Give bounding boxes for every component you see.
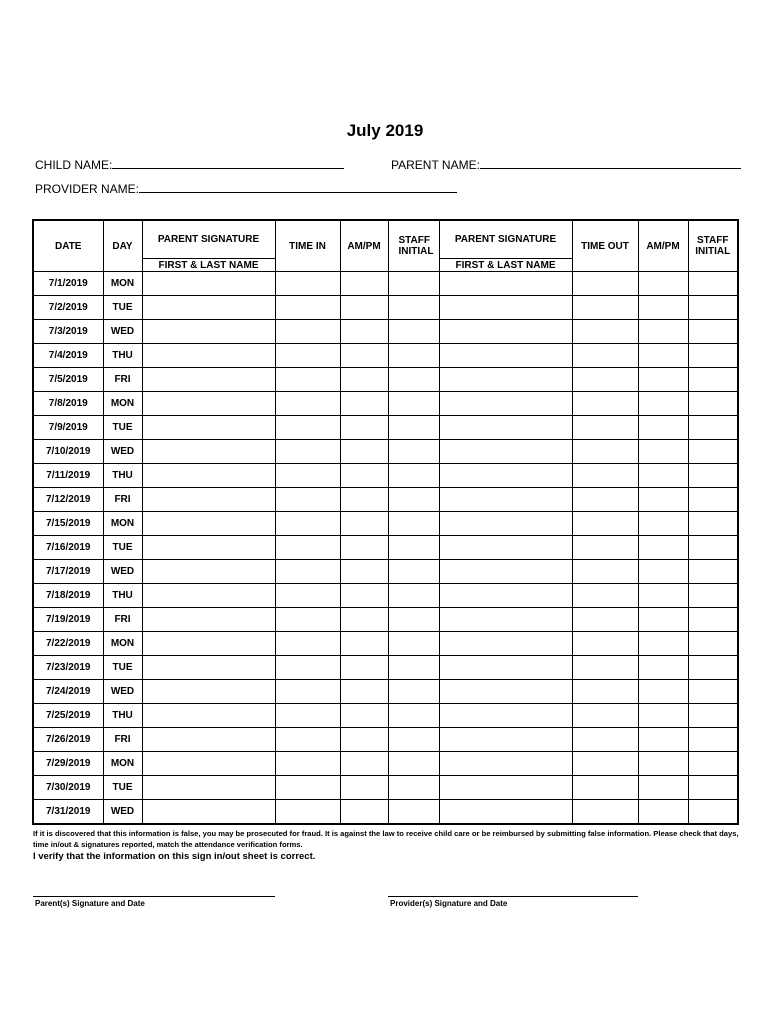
child-name-line[interactable] bbox=[112, 157, 344, 169]
ampm-in-cell[interactable] bbox=[340, 440, 388, 464]
provider-signature-label: Provider(s) Signature and Date bbox=[390, 899, 508, 908]
staff-initial-in-cell[interactable] bbox=[388, 584, 439, 608]
time-in-cell[interactable] bbox=[275, 488, 340, 512]
header-first-last-out: FIRST & LAST NAME bbox=[439, 259, 572, 272]
parent-signature-out-cell[interactable] bbox=[439, 800, 572, 825]
ampm-in-cell[interactable] bbox=[340, 728, 388, 752]
time-in-cell[interactable] bbox=[275, 512, 340, 536]
row-date: 7/30/2019 bbox=[33, 776, 103, 800]
parent-name-line[interactable] bbox=[480, 157, 741, 169]
staff-initial-in-cell[interactable] bbox=[388, 440, 439, 464]
staff-initial-in-cell[interactable] bbox=[388, 488, 439, 512]
parent-signature-in-cell[interactable] bbox=[142, 296, 275, 320]
row-date: 7/17/2019 bbox=[33, 560, 103, 584]
ampm-in-cell[interactable] bbox=[340, 368, 388, 392]
time-in-cell[interactable] bbox=[275, 392, 340, 416]
attendance-table bbox=[32, 219, 739, 825]
table-row bbox=[33, 296, 738, 320]
header-time-in: TIME IN bbox=[275, 220, 340, 272]
staff-initial-in-cell[interactable] bbox=[388, 776, 439, 800]
parent-signature-out-cell[interactable] bbox=[439, 488, 572, 512]
table-row bbox=[33, 344, 738, 368]
row-date: 7/2/2019 bbox=[33, 296, 103, 320]
parent-signature-label: Parent(s) Signature and Date bbox=[35, 899, 145, 908]
staff-initial-out-cell[interactable] bbox=[688, 608, 738, 632]
table-row bbox=[33, 776, 738, 800]
parent-signature-out-cell[interactable] bbox=[439, 416, 572, 440]
page-title: July 2019 bbox=[346, 121, 424, 140]
ampm-out-cell[interactable] bbox=[638, 488, 688, 512]
ampm-in-cell[interactable] bbox=[340, 608, 388, 632]
parent-signature-in-cell[interactable] bbox=[142, 632, 275, 656]
staff-initial-out-cell[interactable] bbox=[688, 272, 738, 296]
row-date: 7/5/2019 bbox=[33, 368, 103, 392]
ampm-out-cell[interactable] bbox=[638, 704, 688, 728]
row-date: 7/1/2019 bbox=[33, 272, 103, 296]
row-day: TUE bbox=[103, 536, 142, 560]
staff-initial-in-cell[interactable] bbox=[388, 296, 439, 320]
time-in-cell[interactable] bbox=[275, 656, 340, 680]
header-date: DATE bbox=[33, 220, 103, 272]
ampm-in-cell[interactable] bbox=[340, 536, 388, 560]
parent-signature-in-cell[interactable] bbox=[142, 440, 275, 464]
row-day: TUE bbox=[103, 416, 142, 440]
time-in-cell[interactable] bbox=[275, 368, 340, 392]
table-row bbox=[33, 488, 738, 512]
staff-initial-out-cell[interactable] bbox=[688, 752, 738, 776]
parent-signature-out-cell[interactable] bbox=[439, 512, 572, 536]
time-in-cell[interactable] bbox=[275, 728, 340, 752]
ampm-in-cell[interactable] bbox=[340, 392, 388, 416]
time-out-cell[interactable] bbox=[572, 512, 638, 536]
parent-signature-in-cell[interactable] bbox=[142, 488, 275, 512]
ampm-in-cell[interactable] bbox=[340, 800, 388, 825]
parent-signature-in-cell[interactable] bbox=[142, 392, 275, 416]
row-day: FRI bbox=[103, 728, 142, 752]
row-date: 7/9/2019 bbox=[33, 416, 103, 440]
parent-signature-out-cell[interactable] bbox=[439, 464, 572, 488]
parent-name-field[interactable] bbox=[391, 157, 741, 172]
parent-signature-out-cell[interactable] bbox=[439, 560, 572, 584]
staff-initial-in-cell[interactable] bbox=[388, 656, 439, 680]
time-out-cell[interactable] bbox=[572, 440, 638, 464]
time-in-cell[interactable] bbox=[275, 344, 340, 368]
provider-name-label: PROVIDER NAME: bbox=[35, 182, 140, 196]
staff-initial-in-cell[interactable] bbox=[388, 728, 439, 752]
staff-initial-out-cell[interactable] bbox=[688, 656, 738, 680]
staff-initial-in-cell[interactable] bbox=[388, 512, 439, 536]
row-day: WED bbox=[103, 680, 142, 704]
ampm-in-cell[interactable] bbox=[340, 320, 388, 344]
ampm-out-cell[interactable] bbox=[638, 320, 688, 344]
fraud-disclaimer: If it is discovered that this information is false, you may be prosecuted for fraud. It is against the law to receive child care or be reimbursed by submitting false information. Please check that days, time in/out & signatures reported, match the attendance verification forms. bbox=[33, 829, 739, 849]
provider-name-line[interactable] bbox=[139, 181, 457, 193]
staff-initial-out-cell[interactable] bbox=[688, 512, 738, 536]
time-out-cell[interactable] bbox=[572, 632, 638, 656]
staff-initial-out-cell[interactable] bbox=[688, 800, 738, 825]
ampm-in-cell[interactable] bbox=[340, 464, 388, 488]
ampm-in-cell[interactable] bbox=[340, 416, 388, 440]
ampm-in-cell[interactable] bbox=[340, 560, 388, 584]
row-day: MON bbox=[103, 632, 142, 656]
ampm-in-cell[interactable] bbox=[340, 344, 388, 368]
ampm-out-cell[interactable] bbox=[638, 536, 688, 560]
table-row bbox=[33, 512, 738, 536]
header-parent-signature-in: PARENT SIGNATURE bbox=[142, 220, 275, 259]
time-in-cell[interactable] bbox=[275, 536, 340, 560]
parent-signature-out-cell[interactable] bbox=[439, 584, 572, 608]
time-in-cell[interactable] bbox=[275, 632, 340, 656]
row-day: THU bbox=[103, 704, 142, 728]
header-staff-initial-out: STAFF INITIAL bbox=[688, 220, 738, 272]
staff-initial-out-cell[interactable] bbox=[688, 320, 738, 344]
row-day: FRI bbox=[103, 488, 142, 512]
row-day: TUE bbox=[103, 656, 142, 680]
ampm-out-cell[interactable] bbox=[638, 440, 688, 464]
time-out-cell[interactable] bbox=[572, 608, 638, 632]
staff-initial-out-cell[interactable] bbox=[688, 584, 738, 608]
time-in-cell[interactable] bbox=[275, 440, 340, 464]
time-in-cell[interactable] bbox=[275, 272, 340, 296]
staff-initial-out-cell[interactable] bbox=[688, 704, 738, 728]
staff-initial-out-cell[interactable] bbox=[688, 296, 738, 320]
provider-signature-line[interactable] bbox=[388, 896, 638, 897]
table-row bbox=[33, 392, 738, 416]
table-row bbox=[33, 536, 738, 560]
ampm-in-cell[interactable] bbox=[340, 296, 388, 320]
row-date: 7/16/2019 bbox=[33, 536, 103, 560]
staff-initial-in-cell[interactable] bbox=[388, 536, 439, 560]
parent-signature-out-cell[interactable] bbox=[439, 656, 572, 680]
time-in-cell[interactable] bbox=[275, 560, 340, 584]
ampm-in-cell[interactable] bbox=[340, 776, 388, 800]
parent-signature-in-cell[interactable] bbox=[142, 656, 275, 680]
parent-signature-in-cell[interactable] bbox=[142, 320, 275, 344]
row-date: 7/18/2019 bbox=[33, 584, 103, 608]
row-day: TUE bbox=[103, 776, 142, 800]
time-out-cell[interactable] bbox=[572, 560, 638, 584]
row-date: 7/23/2019 bbox=[33, 656, 103, 680]
child-name-label: CHILD NAME: bbox=[35, 158, 113, 172]
table-row bbox=[33, 728, 738, 752]
parent-signature-out-cell[interactable] bbox=[439, 608, 572, 632]
ampm-in-cell[interactable] bbox=[340, 680, 388, 704]
header-ampm-out: AM/PM bbox=[638, 220, 688, 272]
time-out-cell[interactable] bbox=[572, 488, 638, 512]
ampm-out-cell[interactable] bbox=[638, 272, 688, 296]
parent-signature-out-cell[interactable] bbox=[439, 728, 572, 752]
row-date: 7/4/2019 bbox=[33, 344, 103, 368]
row-date: 7/24/2019 bbox=[33, 680, 103, 704]
ampm-out-cell[interactable] bbox=[638, 296, 688, 320]
parent-signature-in-cell[interactable] bbox=[142, 368, 275, 392]
ampm-in-cell[interactable] bbox=[340, 752, 388, 776]
parent-signature-out-cell[interactable] bbox=[439, 680, 572, 704]
ampm-out-cell[interactable] bbox=[638, 608, 688, 632]
header-parent-signature-out: PARENT SIGNATURE bbox=[439, 220, 572, 259]
verify-statement: I verify that the information on this sign in/out sheet is correct. bbox=[33, 851, 316, 862]
table-row bbox=[33, 632, 738, 656]
ampm-in-cell[interactable] bbox=[340, 512, 388, 536]
header-time-out: TIME OUT bbox=[572, 220, 638, 272]
row-date: 7/15/2019 bbox=[33, 512, 103, 536]
parent-signature-out-cell[interactable] bbox=[439, 704, 572, 728]
table-row bbox=[33, 368, 738, 392]
staff-initial-out-cell[interactable] bbox=[688, 440, 738, 464]
time-out-cell[interactable] bbox=[572, 320, 638, 344]
time-out-cell[interactable] bbox=[572, 728, 638, 752]
staff-initial-out-cell[interactable] bbox=[688, 488, 738, 512]
parent-signature-line[interactable] bbox=[33, 896, 275, 897]
parent-signature-in-cell[interactable] bbox=[142, 560, 275, 584]
staff-initial-out-cell[interactable] bbox=[688, 776, 738, 800]
ampm-out-cell[interactable] bbox=[638, 680, 688, 704]
parent-signature-in-cell[interactable] bbox=[142, 464, 275, 488]
staff-initial-in-cell[interactable] bbox=[388, 560, 439, 584]
time-out-cell[interactable] bbox=[572, 536, 638, 560]
row-day: MON bbox=[103, 272, 142, 296]
time-in-cell[interactable] bbox=[275, 776, 340, 800]
ampm-out-cell[interactable] bbox=[638, 392, 688, 416]
time-out-cell[interactable] bbox=[572, 464, 638, 488]
ampm-out-cell[interactable] bbox=[638, 584, 688, 608]
time-out-cell[interactable] bbox=[572, 752, 638, 776]
table-row bbox=[33, 560, 738, 584]
row-date: 7/8/2019 bbox=[33, 392, 103, 416]
ampm-in-cell[interactable] bbox=[340, 632, 388, 656]
parent-signature-in-cell[interactable] bbox=[142, 800, 275, 825]
time-in-cell[interactable] bbox=[275, 416, 340, 440]
parent-signature-out-cell[interactable] bbox=[439, 272, 572, 296]
staff-initial-out-cell[interactable] bbox=[688, 680, 738, 704]
header-row bbox=[33, 220, 738, 259]
parent-signature-out-cell[interactable] bbox=[439, 752, 572, 776]
time-out-cell[interactable] bbox=[572, 584, 638, 608]
parent-signature-in-cell[interactable] bbox=[142, 608, 275, 632]
staff-initial-out-cell[interactable] bbox=[688, 632, 738, 656]
staff-initial-out-cell[interactable] bbox=[688, 392, 738, 416]
time-out-cell[interactable] bbox=[572, 704, 638, 728]
staff-initial-out-cell[interactable] bbox=[688, 368, 738, 392]
table-row bbox=[33, 752, 738, 776]
table-row bbox=[33, 440, 738, 464]
time-out-cell[interactable] bbox=[572, 392, 638, 416]
ampm-out-cell[interactable] bbox=[638, 560, 688, 584]
parent-signature-in-cell[interactable] bbox=[142, 344, 275, 368]
parent-signature-out-cell[interactable] bbox=[439, 392, 572, 416]
row-date: 7/19/2019 bbox=[33, 608, 103, 632]
time-in-cell[interactable] bbox=[275, 680, 340, 704]
parent-signature-in-cell[interactable] bbox=[142, 776, 275, 800]
row-day: MON bbox=[103, 392, 142, 416]
staff-initial-out-cell[interactable] bbox=[688, 416, 738, 440]
row-day: WED bbox=[103, 800, 142, 825]
row-day: TUE bbox=[103, 296, 142, 320]
staff-initial-in-cell[interactable] bbox=[388, 392, 439, 416]
staff-initial-out-cell[interactable] bbox=[688, 728, 738, 752]
ampm-out-cell[interactable] bbox=[638, 632, 688, 656]
row-date: 7/26/2019 bbox=[33, 728, 103, 752]
time-out-cell[interactable] bbox=[572, 776, 638, 800]
time-out-cell[interactable] bbox=[572, 368, 638, 392]
time-out-cell[interactable] bbox=[572, 296, 638, 320]
header-ampm-in: AM/PM bbox=[340, 220, 388, 272]
row-date: 7/31/2019 bbox=[33, 800, 103, 825]
staff-initial-in-cell[interactable] bbox=[388, 368, 439, 392]
provider-name-field[interactable] bbox=[35, 181, 457, 196]
staff-initial-in-cell[interactable] bbox=[388, 752, 439, 776]
row-date: 7/3/2019 bbox=[33, 320, 103, 344]
row-day: MON bbox=[103, 512, 142, 536]
parent-signature-in-cell[interactable] bbox=[142, 752, 275, 776]
table-row bbox=[33, 608, 738, 632]
parent-signature-in-cell[interactable] bbox=[142, 512, 275, 536]
ampm-out-cell[interactable] bbox=[638, 752, 688, 776]
staff-initial-out-cell[interactable] bbox=[688, 536, 738, 560]
ampm-out-cell[interactable] bbox=[638, 512, 688, 536]
staff-initial-in-cell[interactable] bbox=[388, 464, 439, 488]
parent-signature-in-cell[interactable] bbox=[142, 584, 275, 608]
time-out-cell[interactable] bbox=[572, 800, 638, 825]
ampm-out-cell[interactable] bbox=[638, 344, 688, 368]
staff-initial-in-cell[interactable] bbox=[388, 800, 439, 825]
row-day: WED bbox=[103, 560, 142, 584]
staff-initial-in-cell[interactable] bbox=[388, 416, 439, 440]
parent-signature-in-cell[interactable] bbox=[142, 728, 275, 752]
time-in-cell[interactable] bbox=[275, 800, 340, 825]
time-in-cell[interactable] bbox=[275, 704, 340, 728]
ampm-out-cell[interactable] bbox=[638, 728, 688, 752]
table-row bbox=[33, 656, 738, 680]
table-row bbox=[33, 464, 738, 488]
ampm-out-cell[interactable] bbox=[638, 368, 688, 392]
child-name-field[interactable] bbox=[35, 157, 344, 172]
parent-signature-out-cell[interactable] bbox=[439, 296, 572, 320]
staff-initial-out-cell[interactable] bbox=[688, 464, 738, 488]
staff-initial-in-cell[interactable] bbox=[388, 608, 439, 632]
ampm-out-cell[interactable] bbox=[638, 416, 688, 440]
time-out-cell[interactable] bbox=[572, 272, 638, 296]
parent-name-label: PARENT NAME: bbox=[391, 158, 480, 172]
staff-initial-in-cell[interactable] bbox=[388, 680, 439, 704]
row-day: FRI bbox=[103, 368, 142, 392]
ampm-in-cell[interactable] bbox=[340, 488, 388, 512]
staff-initial-in-cell[interactable] bbox=[388, 632, 439, 656]
ampm-out-cell[interactable] bbox=[638, 776, 688, 800]
time-out-cell[interactable] bbox=[572, 680, 638, 704]
row-date: 7/22/2019 bbox=[33, 632, 103, 656]
staff-initial-in-cell[interactable] bbox=[388, 320, 439, 344]
staff-initial-in-cell[interactable] bbox=[388, 704, 439, 728]
table-row bbox=[33, 680, 738, 704]
time-out-cell[interactable] bbox=[572, 416, 638, 440]
staff-initial-out-cell[interactable] bbox=[688, 344, 738, 368]
parent-signature-in-cell[interactable] bbox=[142, 272, 275, 296]
header-staff-initial-in: STAFF INITIAL bbox=[388, 220, 439, 272]
table-row bbox=[33, 800, 738, 825]
row-day: THU bbox=[103, 344, 142, 368]
time-in-cell[interactable] bbox=[275, 584, 340, 608]
time-in-cell[interactable] bbox=[275, 608, 340, 632]
row-day: MON bbox=[103, 752, 142, 776]
parent-signature-in-cell[interactable] bbox=[142, 416, 275, 440]
parent-signature-in-cell[interactable] bbox=[142, 680, 275, 704]
time-in-cell[interactable] bbox=[275, 296, 340, 320]
staff-initial-in-cell[interactable] bbox=[388, 344, 439, 368]
row-day: THU bbox=[103, 464, 142, 488]
ampm-out-cell[interactable] bbox=[638, 464, 688, 488]
parent-signature-out-cell[interactable] bbox=[439, 776, 572, 800]
row-day: FRI bbox=[103, 608, 142, 632]
row-day: THU bbox=[103, 584, 142, 608]
header-first-last-in: FIRST & LAST NAME bbox=[142, 259, 275, 272]
ampm-in-cell[interactable] bbox=[340, 584, 388, 608]
staff-initial-in-cell[interactable] bbox=[388, 272, 439, 296]
row-day: WED bbox=[103, 440, 142, 464]
row-day: WED bbox=[103, 320, 142, 344]
ampm-out-cell[interactable] bbox=[638, 656, 688, 680]
parent-signature-out-cell[interactable] bbox=[439, 320, 572, 344]
time-in-cell[interactable] bbox=[275, 320, 340, 344]
table-row bbox=[33, 320, 738, 344]
time-out-cell[interactable] bbox=[572, 344, 638, 368]
time-in-cell[interactable] bbox=[275, 464, 340, 488]
time-in-cell[interactable] bbox=[275, 752, 340, 776]
row-date: 7/11/2019 bbox=[33, 464, 103, 488]
table-row bbox=[33, 416, 738, 440]
parent-signature-out-cell[interactable] bbox=[439, 440, 572, 464]
table-row bbox=[33, 704, 738, 728]
row-date: 7/29/2019 bbox=[33, 752, 103, 776]
parent-signature-out-cell[interactable] bbox=[439, 632, 572, 656]
table-row bbox=[33, 272, 738, 296]
row-date: 7/10/2019 bbox=[33, 440, 103, 464]
parent-signature-out-cell[interactable] bbox=[439, 344, 572, 368]
ampm-in-cell[interactable] bbox=[340, 272, 388, 296]
ampm-out-cell[interactable] bbox=[638, 800, 688, 825]
staff-initial-out-cell[interactable] bbox=[688, 560, 738, 584]
row-date: 7/25/2019 bbox=[33, 704, 103, 728]
ampm-in-cell[interactable] bbox=[340, 656, 388, 680]
time-out-cell[interactable] bbox=[572, 656, 638, 680]
parent-signature-out-cell[interactable] bbox=[439, 368, 572, 392]
table-row bbox=[33, 584, 738, 608]
parent-signature-in-cell[interactable] bbox=[142, 536, 275, 560]
parent-signature-in-cell[interactable] bbox=[142, 704, 275, 728]
row-date: 7/12/2019 bbox=[33, 488, 103, 512]
header-day: DAY bbox=[103, 220, 142, 272]
ampm-in-cell[interactable] bbox=[340, 704, 388, 728]
parent-signature-out-cell[interactable] bbox=[439, 536, 572, 560]
